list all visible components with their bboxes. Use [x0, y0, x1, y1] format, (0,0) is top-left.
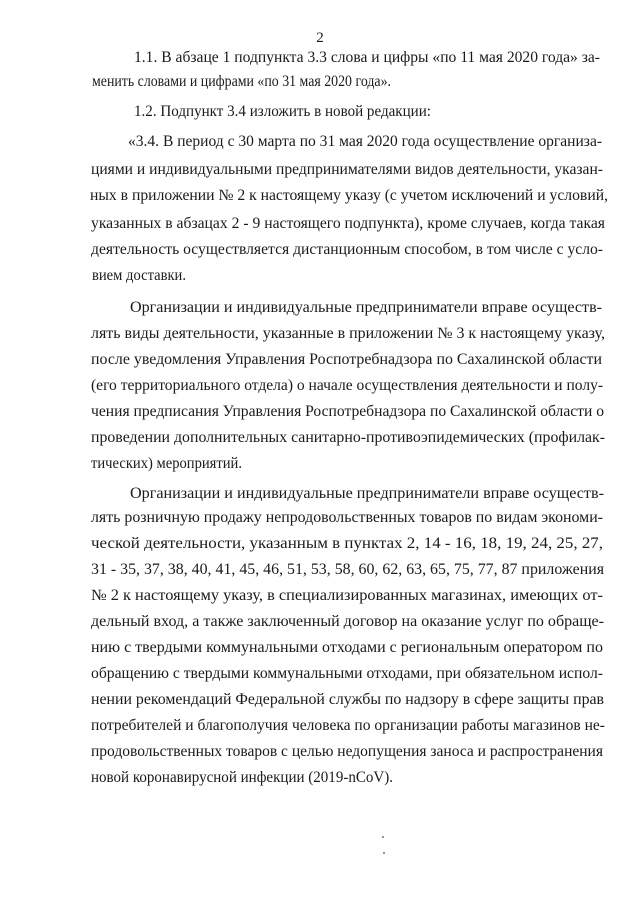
text-line: вием доставки.	[92, 267, 187, 284]
scan-speck	[383, 852, 385, 854]
text-line: ных в приложении № 2 к настоящему указу (с учетом исключений и условий,	[90, 187, 609, 204]
scan-speck	[382, 836, 384, 838]
text-line: дельный вход, а также заключенный договор на оказание услуг по обраще-	[91, 613, 605, 630]
text-line: лять виды деятельности, указанные в приложении № 3 к настоящему указу,	[91, 325, 605, 342]
text-line: деятельность осуществляется дистанционным способом, в том числе с усло-	[91, 241, 604, 258]
text-line: проведении дополнительных санитарно-противоэпидемических (профилак-	[91, 429, 606, 446]
text-line: указанных в абзацах 2 - 9 настоящего подпункта), кроме случаев, когда такая	[91, 215, 606, 232]
text-line: 1.1. В абзаце 1 подпункта 3.3 слова и цифры «по 11 мая 2020 года» за-	[134, 49, 600, 66]
text-line: тических) мероприятий.	[91, 455, 243, 472]
text-line: 31 - 35, 37, 38, 40, 41, 45, 46, 51, 53, 58, 60, 62, 63, 65, 75, 77, 87 приложения	[91, 561, 605, 578]
text-line: «3.4. В период с 30 марта по 31 мая 2020 года осуществление организа-	[128, 133, 603, 150]
text-line: ческой деятельности, указанным в пунктах 2, 14 - 16, 18, 19, 24, 25, 27,	[91, 535, 603, 552]
text-line: (его территориального отдела) о начале осуществления деятельности и полу-	[91, 377, 604, 394]
text-line: 1.2. Подпункт 3.4 изложить в новой редакции:	[134, 103, 431, 120]
text-line: менить словами и цифрами «по 31 мая 2020 года».	[92, 73, 391, 90]
text-line: нении рекомендаций Федеральной службы по надзору в сфере защиты прав	[91, 691, 605, 708]
text-line: продовольственных товаров с целью недопущения заноса и распространения	[91, 743, 604, 760]
text-line: лять розничную продажу непродовольственных товаров по видам экономи-	[91, 509, 603, 526]
text-line: № 2 к настоящему указу, в специализированных магазинах, имеющих от-	[91, 587, 604, 604]
page-number: 2	[316, 30, 324, 46]
text-line: Организации и индивидуальные предприниматели вправе осуществ-	[130, 299, 603, 316]
text-line: чения предписания Управления Роспотребнадзора по Сахалинской области о	[91, 403, 605, 420]
text-line: обращению с твердыми коммунальными отходами, при обязательном испол-	[91, 665, 604, 682]
text-line: новой коронавирусной инфекции (2019-nCoV).	[91, 769, 393, 786]
text-line: после уведомления Управления Роспотребнадзора по Сахалинской области	[91, 351, 602, 368]
text-line: Организации и индивидуальные предприниматели вправе осуществ-	[130, 485, 604, 502]
text-line: потребителей и благополучия человека по организации работы магазинов не-	[91, 717, 605, 734]
text-line: нию с твердыми коммунальными отходами с региональным оператором по	[91, 639, 603, 656]
text-line: циями и индивидуальными предпринимателями видов деятельности, указан-	[91, 161, 603, 178]
